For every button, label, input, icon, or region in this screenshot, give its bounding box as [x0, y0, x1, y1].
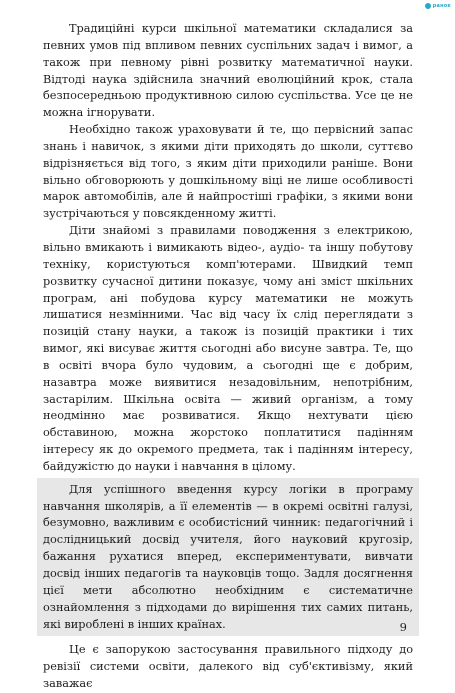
publisher-logo [425, 3, 451, 9]
paragraph-1: Традиційні курси шкільної математики складалися за певних умов під впливом певних суспільних задач і вимог, а також при певному рівні розвитку математичної науки. Відтоді наука здійснила значний еволюційний крок, стала безпосередньою продуктивною силою суспільства. Усе це не можна ігнорувати. [43, 22, 413, 120]
paragraph-2: Необхідно також ураховувати й те, що первісний запас знань і навичок, з якими діти приходять до школи, суттєво відрізняється від того, з яким діти приходили раніше. Вони вільно обговорюють у дошкільному віці не лише особливості марок автомобілів, але й найпростіші графіки, з якими вони зустрічаються у повсякденному житті. [43, 123, 413, 221]
publisher-logo-icon [425, 3, 431, 9]
publisher-logo-text: ранок [432, 3, 451, 9]
paragraph-5: Це є запорукою застосування правильного підходу до ревізії системи освіти, далекого від суб'єктивізму, який заважає [43, 643, 413, 691]
paragraph-3: Діти знайомі з правилами поводження з електрикою, вільно вмикають і вимикають відео-, аудіо- та іншу побутову техніку, користуються комп'ютерами. Швидкий темп розвитку сучасної дитини показує, чому ані зміст шкільних програм, ані побудова курсу математики не можуть лишатися незмінними. Час від часу їх слід переглядати з позицій стану науки, а також із позицій практики і тих вимог, які висуває життя сьогодні або висуне завтра. Те, що в освіті вчора було чудовим, а сьогодні ще є добрим, назавтра може виявитися незадовільним, непотрібним, застарілим. Шкільна освіта — живий організм, а тому неодмінно має розвиватися. Якщо нехтувати цією обставиною, можна жорстоко поплатитися падінням інтересу як до окремого предмета, так і падінням інтересу, байдужістю до науки і навчання в цілому. [43, 224, 413, 473]
page-body [43, 21, 413, 693]
page-number: 9 [399, 620, 407, 634]
highlighted-paragraph: Для успішного введення курсу логіки в програму навчання школярів, а її елементів — в окремі освітні галузі, безумовно, важливим є особистісний чинник: педагогічний і дослідницький досвід учителя, його науковий кругозір, бажання рухатися вперед, експериментувати, вивчати досвід інших педагогів та науковців тощо. Задля досягнення цієї мети абсолютно необхідним є систематичне ознайомлення з підходами до вирішення тих самих питань, які вироблені в інших країнах. [37, 478, 419, 637]
